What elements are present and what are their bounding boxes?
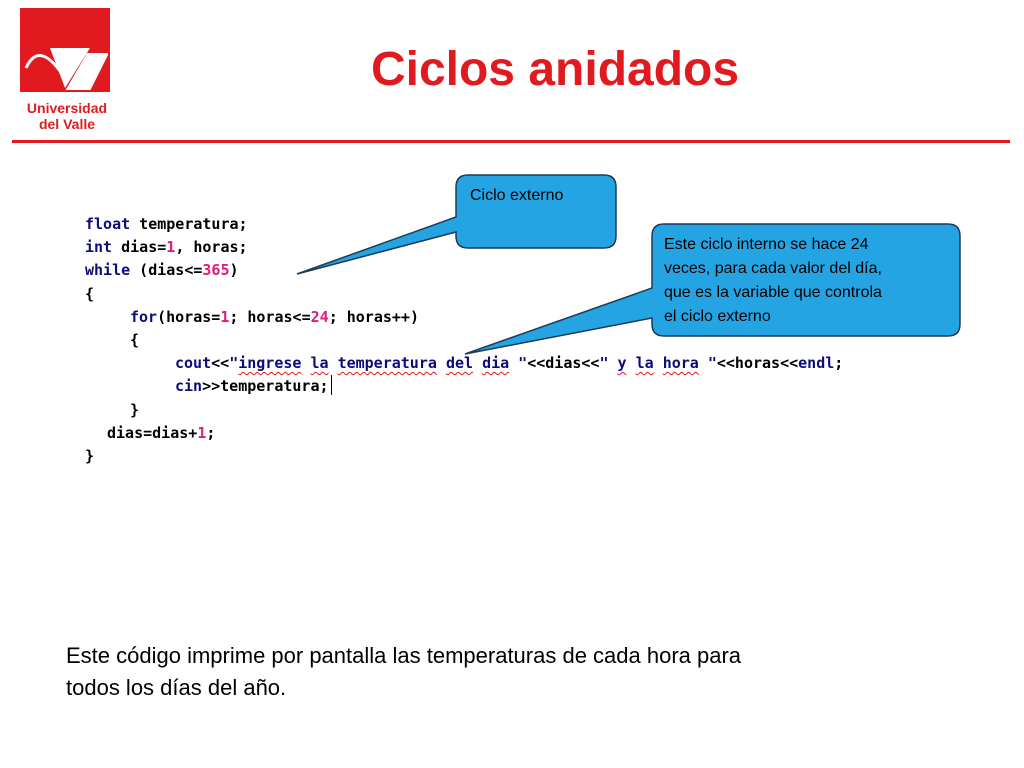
text-cursor	[331, 375, 332, 395]
code-line: }	[85, 446, 95, 465]
callout-outer-text: Ciclo externo	[470, 187, 564, 204]
slide-title: Ciclos anidados	[370, 43, 740, 96]
callout-inner-line: Este ciclo interno se hace 24	[664, 236, 869, 253]
code-line: }	[130, 400, 140, 419]
callout-inner-line: veces, para cada valor del día,	[664, 260, 882, 277]
callout-inner-line: que es la variable que controla	[664, 284, 882, 301]
code-line: {	[130, 330, 140, 349]
callout-inner-line: el ciclo externo	[664, 308, 771, 325]
logo-line-1: Universidad	[26, 100, 108, 116]
code-line: while (dias<=365)	[85, 261, 239, 280]
logo-line-2: del Valle	[38, 116, 96, 132]
code-line: cin>>temperatura;	[85, 375, 843, 398]
caption-line: todos los días del año.	[66, 675, 287, 700]
code-line: float temperatura;	[85, 215, 248, 233]
code-line: int dias=1, horas;	[85, 238, 248, 257]
code-line: dias=dias+1;	[107, 423, 216, 442]
code-line: for(horas=1; horas<=24; horas++)	[130, 307, 419, 326]
code-block	[85, 213, 843, 468]
code-line: {	[85, 284, 95, 303]
slide-caption	[66, 640, 886, 704]
code-line: cout<<"ingrese la temperatura del dia "<<dias<<" y la hora "<<horas<<endl;	[175, 354, 844, 373]
caption-line: Este código imprime por pantalla las temperaturas de cada hora para	[66, 643, 742, 668]
